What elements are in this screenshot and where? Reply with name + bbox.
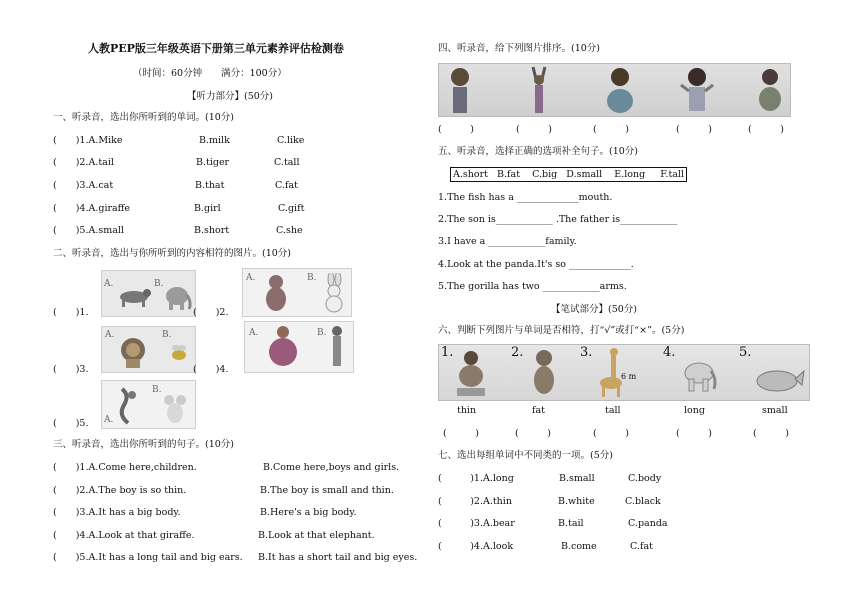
s2-q5-b: B. — [152, 385, 162, 395]
s3-q4-b: B.Look at that elephant. — [258, 530, 375, 541]
s6-blank-2[interactable]: ( ) — [515, 428, 551, 439]
s7-q3-a[interactable]: ( )3.A.bear — [438, 518, 515, 529]
s2-q4-a: A. — [249, 328, 259, 338]
s2-q4-label[interactable]: ( )4. — [193, 364, 229, 375]
bear-icon — [261, 273, 291, 313]
s1-q3[interactable]: ( )3.A.cat — [53, 180, 114, 191]
scale-girl-icon — [453, 348, 489, 398]
s1-q5-c: C.she — [276, 225, 303, 236]
s1-q1-c: C.like — [277, 135, 305, 146]
s7-q3-b: B.tail — [558, 518, 584, 529]
s2-q4-image — [244, 321, 354, 373]
s7-q2-c: C.black — [625, 496, 661, 507]
section-7-heading: 七、选出每组单词中不同类的一项。(5分) — [438, 450, 613, 461]
s3-q3-b: B.Here's a big body. — [260, 507, 357, 518]
elephant-icon — [679, 357, 719, 397]
s7-q1-a[interactable]: ( )1.A.long — [438, 473, 514, 484]
s6-blank-3[interactable]: ( ) — [593, 428, 629, 439]
exam-time: （时间：60分钟 满分：100分） — [133, 68, 287, 79]
s3-q1-a[interactable]: ( )1.A.Come here,children. — [53, 462, 197, 473]
s2-q5-image — [101, 380, 196, 429]
lion-icon — [116, 335, 150, 369]
s3-q3-a[interactable]: ( )3.A.It has a big body. — [53, 507, 181, 518]
s1-q2-c: C.tall — [274, 157, 300, 168]
s4-blank-5[interactable]: ( ) — [748, 124, 784, 135]
s5-sentence-5[interactable]: 5.The gorilla has two ____________arms. — [438, 281, 627, 292]
s7-q4-c: C.fat — [630, 541, 653, 552]
s2-q4-b: B. — [317, 328, 327, 338]
s1-q4-b: B.girl — [194, 203, 221, 214]
s4-blank-2[interactable]: ( ) — [516, 124, 552, 135]
elephant-icon — [162, 283, 192, 311]
s6-blank-1[interactable]: ( ) — [443, 428, 479, 439]
s2-q1-b: B. — [154, 279, 164, 289]
s6-image-strip — [438, 344, 810, 401]
s2-q2-image — [242, 268, 352, 317]
s7-q4-b: B.come — [561, 541, 597, 552]
monkey-icon — [529, 348, 559, 398]
s3-q2-b: B.The boy is small and thin. — [260, 485, 394, 496]
kneeling-girl-icon — [605, 65, 635, 115]
section-6-heading: 六、判断下列图片与单词是否相符，打“√”或打“×”。(5分) — [438, 325, 685, 336]
s6-num-5: 5. — [739, 345, 752, 360]
s2-q5-label[interactable]: ( )5. — [53, 418, 89, 429]
s3-q5-b: B.It has a short tail and big eyes. — [258, 552, 418, 563]
s3-q1-b: B.Come here,boys and girls. — [263, 462, 400, 473]
s6-word-3: tall — [605, 405, 621, 416]
s5-sentence-2[interactable]: 2.The son is____________ .The father is____________ — [438, 214, 678, 225]
whale-icon — [755, 363, 805, 397]
boy-icon — [445, 65, 475, 115]
section-2-heading: 二、听录音，选出与你所听到的内容相符的图片。(10分) — [53, 248, 292, 259]
s1-q5-b: B.short — [194, 225, 230, 236]
shrugging-boy-icon — [679, 65, 715, 115]
s1-q2[interactable]: ( )2.A.tail — [53, 157, 114, 168]
s3-q4-a[interactable]: ( )4.A.Look at that giraffe. — [53, 530, 195, 541]
s1-q1-b: B.milk — [199, 135, 230, 146]
stretching-girl-icon — [527, 65, 551, 115]
crouching-boy-icon — [755, 65, 785, 115]
s5-sentence-3[interactable]: 3.I have a ____________family. — [438, 236, 577, 247]
s2-q5-a: A. — [104, 415, 114, 425]
section-1-heading: 一、听录音，选出你所听到的单词。(10分) — [53, 112, 235, 123]
s2-q2-label[interactable]: ( )2. — [193, 307, 229, 318]
s7-q4-a[interactable]: ( )4.A.look — [438, 541, 514, 552]
listening-part-heading: 【听力部分】(50分) — [187, 91, 274, 102]
monkey-icon — [112, 385, 140, 425]
section-5-heading: 五、听录音，选择正确的选项补全句子。(10分) — [438, 146, 639, 157]
s2-q1-label[interactable]: ( )1. — [53, 307, 89, 318]
s2-q1-a: A. — [104, 279, 114, 289]
s1-q5[interactable]: ( )5.A.small — [53, 225, 124, 236]
section-4-heading: 四、听录音，给下列图片排序。(10分) — [438, 43, 601, 54]
s7-q1-c: C.body — [628, 473, 662, 484]
bee-icon — [168, 343, 190, 365]
s2-q3-a: A. — [105, 330, 115, 340]
s2-q3-b: B. — [162, 330, 172, 340]
s5-option-box: A.short B.fat C.big D.small E.long F.tall — [450, 167, 687, 182]
s1-q3-c: C.fat — [275, 180, 298, 191]
s4-image-strip — [438, 63, 791, 117]
s2-q1-image — [101, 270, 196, 317]
s5-sentence-4[interactable]: 4.Look at the panda.It's so _____________. — [438, 259, 634, 270]
fat-person-icon — [263, 324, 303, 370]
s2-q3-label[interactable]: ( )3. — [53, 364, 89, 375]
s1-q1[interactable]: ( )1.A.Mike — [53, 135, 123, 146]
s3-q5-a[interactable]: ( )5.A.It has a long tail and big ears. — [53, 552, 243, 563]
s6-word-2: fat — [532, 405, 545, 416]
page-title: 人教PEP版三年级英语下册第三单元素养评估检测卷 — [88, 42, 344, 55]
s6-word-4: long — [684, 405, 705, 416]
s4-blank-4[interactable]: ( ) — [676, 124, 712, 135]
tiger-icon — [116, 285, 152, 309]
s6-num-3: 3. — [580, 345, 593, 360]
thin-person-icon — [327, 324, 347, 370]
s1-q3-b: B.that — [195, 180, 225, 191]
s5-sentence-1[interactable]: 1.The fish has a _____________mouth. — [438, 192, 613, 203]
s7-q3-c: C.panda — [628, 518, 668, 529]
section-3-heading: 三、听录音，选出你所听到的句子。(10分) — [53, 439, 235, 450]
s6-num-1: 1. — [441, 345, 454, 360]
s6-blank-4[interactable]: ( ) — [676, 428, 712, 439]
rabbit-icon — [321, 273, 347, 313]
mouse-icon — [162, 393, 188, 425]
s4-blank-1[interactable]: ( ) — [438, 124, 474, 135]
s6-measure: 6 m — [621, 372, 637, 381]
s6-blank-5[interactable]: ( ) — [753, 428, 789, 439]
s7-q1-b: B.small — [559, 473, 595, 484]
s1-q2-b: B.tiger — [196, 157, 230, 168]
s1-q4-c: C.gift — [278, 203, 305, 214]
s2-q3-image — [101, 326, 196, 373]
s2-q2-a: A. — [246, 273, 256, 283]
s2-q2-b: B. — [307, 273, 317, 283]
s7-q2-b: B.white — [558, 496, 595, 507]
s7-q2-a[interactable]: ( )2.A.thin — [438, 496, 512, 507]
s6-word-1: thin — [457, 405, 477, 416]
s3-q2-a[interactable]: ( )2.A.The boy is so thin. — [53, 485, 187, 496]
written-part-heading: 【笔试部分】(50分) — [551, 304, 638, 315]
s4-blank-3[interactable]: ( ) — [593, 124, 629, 135]
s6-num-2: 2. — [511, 345, 524, 360]
s6-num-4: 4. — [663, 345, 676, 360]
s6-word-5: small — [762, 405, 788, 416]
s1-q4[interactable]: ( )4.A.giraffe — [53, 203, 131, 214]
